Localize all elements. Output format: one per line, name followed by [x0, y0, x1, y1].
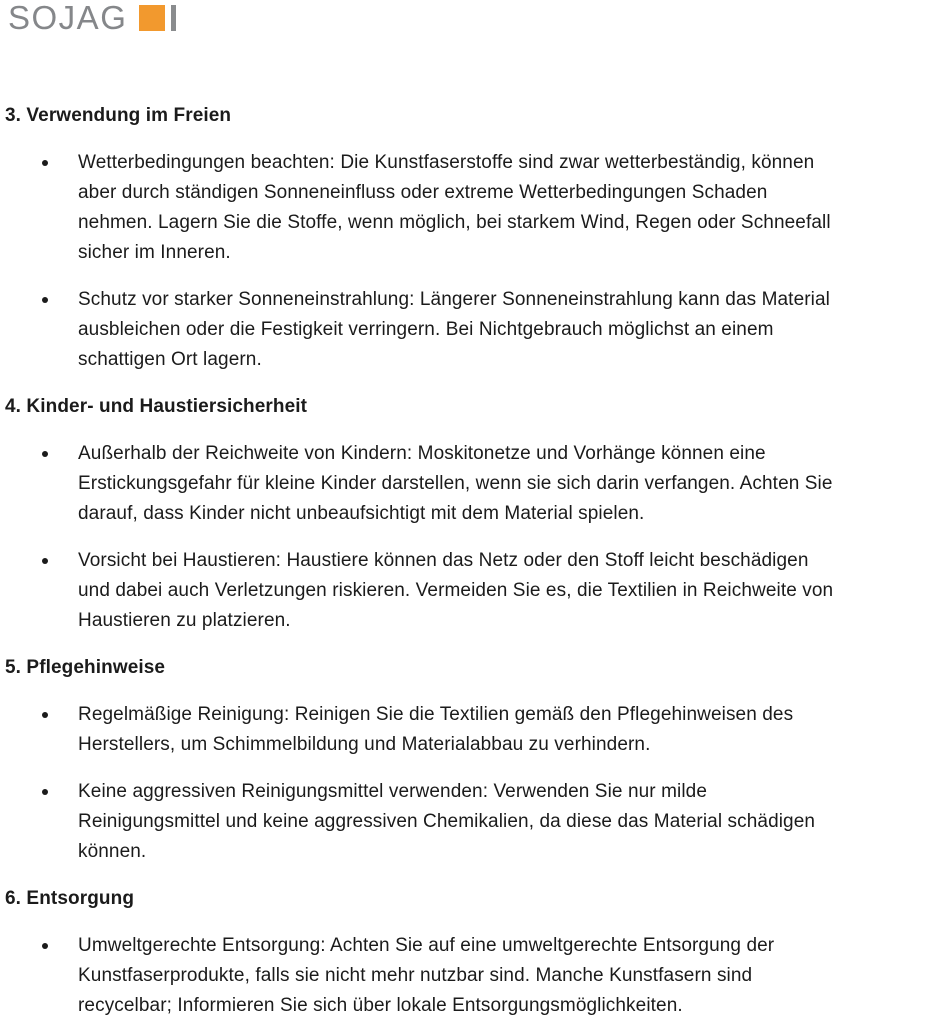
bullet-line: können.: [78, 841, 147, 862]
bullet-icon: [42, 712, 48, 718]
bullet-icon: [42, 789, 48, 795]
bullet-line: Haustieren zu platzieren.: [78, 610, 291, 631]
bullet-icon: [42, 297, 48, 303]
bullet-line: Reinigungsmittel und keine aggressiven Chemikalien, da diese das Material schädigen: [78, 811, 816, 832]
bullet-line: Erstickungsgefahr für kleine Kinder darstellen, wenn sie sich darin verfangen. Achten Sie: [78, 473, 833, 494]
bullet-icon: [42, 558, 48, 564]
logo-square-icon: [139, 5, 165, 31]
logo-wordmark: SOJAG: [8, 0, 128, 36]
bullet-line: Keine aggressiven Reinigungsmittel verwenden: Verwenden Sie nur milde: [78, 781, 707, 802]
bullet-line: sicher im Inneren.: [78, 242, 231, 263]
bullet-text: [78, 546, 940, 636]
bullet-line: darauf, dass Kinder nicht unbeaufsichtigt mit dem Material spielen.: [78, 503, 645, 524]
section-heading: 4. Kinder- und Haustiersicherheit: [5, 396, 308, 417]
list-item: [0, 285, 940, 375]
bullet-line: Umweltgerechte Entsorgung: Achten Sie auf eine umweltgerechte Entsorgung der: [78, 935, 775, 956]
bullet-text: [78, 439, 940, 529]
bullet-text: [78, 931, 940, 1021]
bullet-line: aber durch ständigen Sonneneinfluss oder extreme Wetterbedingungen Schaden: [78, 182, 768, 203]
list-item: [0, 439, 940, 529]
brand-logo: [0, 0, 940, 36]
bullet-line: recycelbar; Informieren Sie sich über lokale Entsorgungsmöglichkeiten.: [78, 995, 683, 1016]
bullet-text: [78, 700, 940, 760]
bullet-line: schattigen Ort lagern.: [78, 349, 262, 370]
bullet-line: und dabei auch Verletzungen riskieren. Vermeiden Sie es, die Textilien in Reichweite von: [78, 580, 834, 601]
bullet-line: Herstellers, um Schimmelbildung und Materialabbau zu verhindern.: [78, 734, 651, 755]
section-heading: 3. Verwendung im Freien: [5, 105, 232, 126]
list-item: [0, 546, 940, 636]
section-heading: 5. Pflegehinweise: [5, 657, 166, 678]
bullet-icon: [42, 943, 48, 949]
bullet-line: Außerhalb der Reichweite von Kindern: Moskitonetze und Vorhänge können eine: [78, 443, 766, 464]
section-heading: 6. Entsorgung: [5, 888, 135, 909]
bullet-text: [78, 777, 940, 867]
list-item: [0, 931, 940, 1021]
list-item: [0, 148, 940, 268]
bullet-line: Vorsicht bei Haustieren: Haustiere können das Netz oder den Stoff leicht beschädigen: [78, 550, 809, 571]
bullet-text: [78, 148, 940, 268]
bullet-line: Kunstfaserprodukte, falls sie nicht mehr nutzbar sind. Manche Kunstfasern sind: [78, 965, 753, 986]
logo-bar-icon: [171, 5, 176, 31]
bullet-icon: [42, 451, 48, 457]
bullet-line: nehmen. Lagern Sie die Stoffe, wenn möglich, bei starkem Wind, Regen oder Schneefall: [78, 212, 831, 233]
bullet-line: Wetterbedingungen beachten: Die Kunstfaserstoffe sind zwar wetterbeständig, können: [78, 152, 815, 173]
bullet-line: ausbleichen oder die Festigkeit verringern. Bei Nichtgebrauch möglichst an einem: [78, 319, 774, 340]
bullet-text: [78, 285, 940, 375]
list-item: [0, 777, 940, 867]
bullet-line: Regelmäßige Reinigung: Reinigen Sie die Textilien gemäß den Pflegehinweisen des: [78, 704, 794, 725]
bullet-icon: [42, 160, 48, 166]
document-content: [0, 101, 940, 1021]
list-item: [0, 700, 940, 760]
bullet-line: Schutz vor starker Sonneneinstrahlung: Längerer Sonneneinstrahlung kann das Material: [78, 289, 830, 310]
